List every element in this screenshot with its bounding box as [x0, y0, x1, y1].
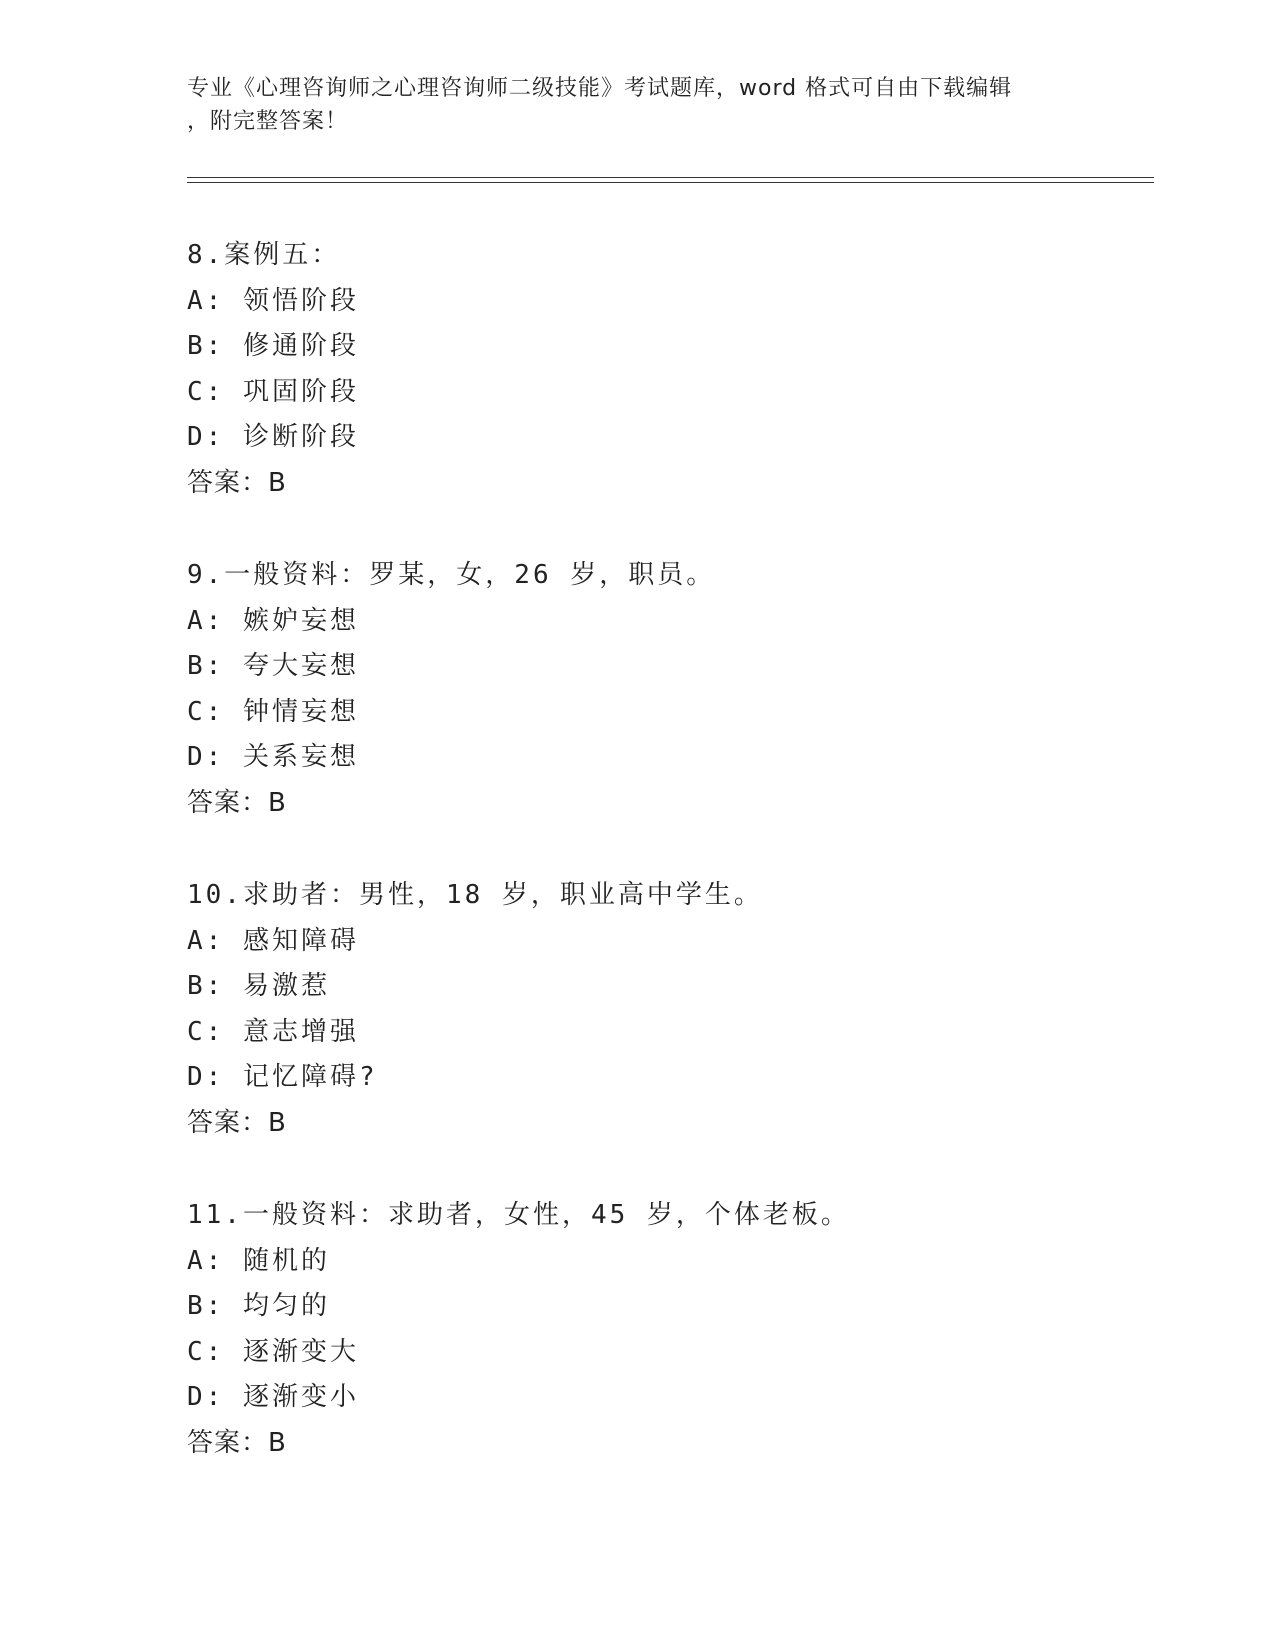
- option-a: A: 感知障碍: [187, 925, 359, 956]
- option-b: B: 修通阶段: [187, 331, 359, 362]
- question-stem: 11.一般资料：求助者，女性，45 岁，个体老板。: [187, 1200, 850, 1230]
- question-9: [187, 553, 1147, 873]
- question-11: [187, 1193, 1147, 1513]
- option-b: B: 均匀的: [187, 1291, 330, 1322]
- option-d: D: 诊断阶段: [187, 422, 359, 453]
- header-divider-top: [187, 177, 1154, 178]
- option-b: B: 易激惹: [187, 971, 330, 1002]
- header-line-1: 专业《心理咨询师之心理咨询师二级技能》考试题库，word 格式可自由下载编辑: [187, 76, 1013, 101]
- answer-label: 答案：B: [187, 787, 287, 818]
- question-8: [187, 233, 1147, 553]
- option-a: A: 领悟阶段: [187, 285, 359, 316]
- question-stem: 10.求助者：男性，18 岁，职业高中学生。: [187, 880, 763, 910]
- option-d: D: 关系妄想: [187, 742, 359, 773]
- answer-label: 答案：B: [187, 1427, 287, 1458]
- option-c: C: 钟情妄想: [187, 696, 359, 727]
- header-divider-bottom: [187, 182, 1154, 183]
- option-a: A: 随机的: [187, 1245, 330, 1276]
- question-10: [187, 873, 1147, 1193]
- option-c: C: 意志增强: [187, 1016, 359, 1047]
- option-c: C: 巩固阶段: [187, 376, 359, 407]
- question-list: [187, 233, 1147, 1513]
- question-stem: 9.一般资料：罗某，女，26 岁，职员。: [187, 560, 716, 590]
- header-line-2: ，附完整答案！: [187, 109, 349, 134]
- document-header: [187, 72, 1087, 138]
- answer-label: 答案：B: [187, 1107, 287, 1138]
- option-a: A: 嫉妒妄想: [187, 605, 359, 636]
- question-stem: 8.案例五：: [187, 240, 341, 270]
- option-c: C: 逐渐变大: [187, 1336, 359, 1367]
- option-d: D: 记忆障碍?: [187, 1062, 378, 1093]
- option-b: B: 夸大妄想: [187, 651, 359, 682]
- option-d: D: 逐渐变小: [187, 1382, 359, 1413]
- answer-label: 答案：B: [187, 467, 287, 498]
